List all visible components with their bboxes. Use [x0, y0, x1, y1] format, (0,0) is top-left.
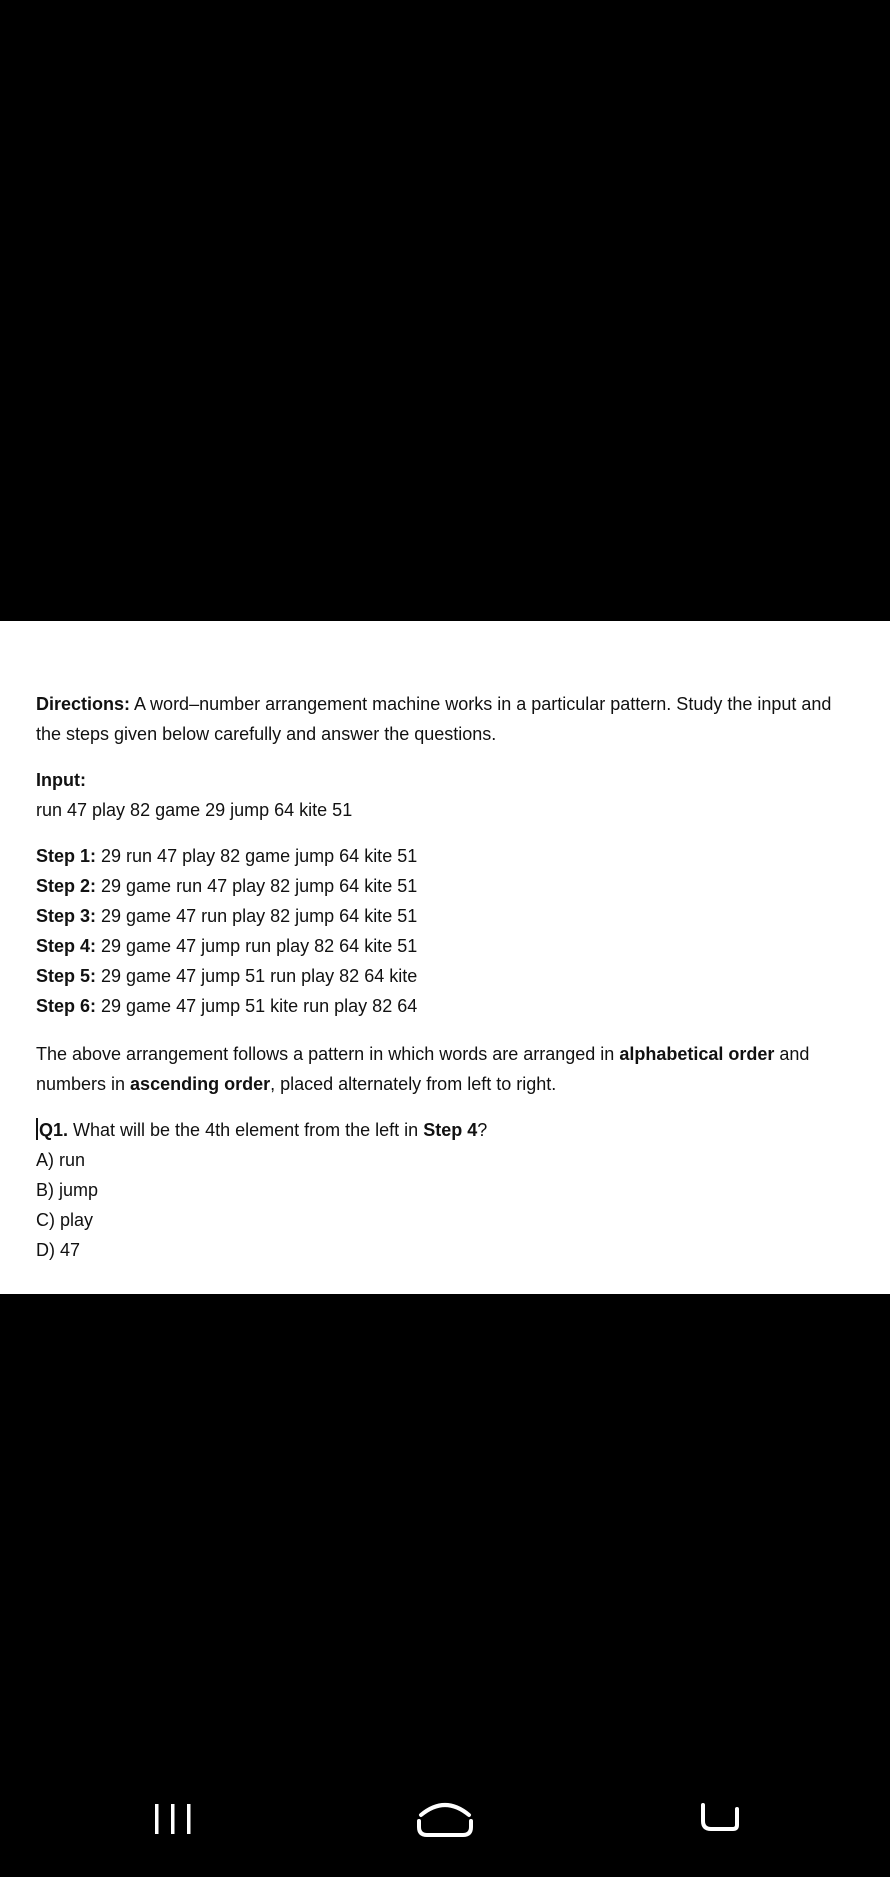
step-line [36, 871, 856, 901]
explanation-paragraph [36, 1039, 856, 1099]
option-b: B) jump [36, 1180, 99, 1200]
step-value: 29 game run 47 play 82 jump 64 kite 51 [96, 876, 418, 896]
recent-apps-button[interactable] [113, 1760, 233, 1877]
step-line [36, 901, 856, 931]
option-c: C) play [36, 1210, 94, 1230]
step-value: 29 game 47 run play 82 jump 64 kite 51 [96, 906, 418, 926]
step-line [36, 991, 856, 1021]
step-label: Step 1: [36, 846, 97, 866]
step-value: 29 game 47 jump 51 run play 82 64 kite [96, 966, 418, 986]
explanation-text: , placed alternately from left to right. [270, 1074, 557, 1094]
step-label: Step 4: [36, 936, 97, 956]
question-number: Q1. [39, 1120, 69, 1140]
directions-label: Directions: [36, 694, 131, 714]
back-icon [693, 1799, 743, 1839]
step-value: 29 game 47 jump 51 kite run play 82 64 [96, 996, 418, 1016]
step-line [36, 961, 856, 991]
explanation-bold: alphabetical order [619, 1044, 775, 1064]
question-bold: Step 4 [423, 1120, 478, 1140]
recent-apps-icon [151, 1799, 195, 1839]
question-line[interactable] [36, 1115, 856, 1145]
directions-paragraph [36, 689, 856, 749]
explanation-text: The above arrangement follows a pattern in which words are arranged in [36, 1044, 620, 1064]
step-value: 29 game 47 jump run play 82 64 kite 51 [96, 936, 418, 956]
document-content [36, 689, 856, 1265]
option-a: A) run [36, 1150, 86, 1170]
step-line [36, 841, 856, 871]
home-button[interactable] [385, 1760, 505, 1877]
navigation-bar [0, 1760, 890, 1877]
directions-text: A word–number arrangement machine works in a particular pattern. Study the input and the steps given below carefully and answer the questions. [36, 694, 832, 744]
back-button[interactable] [658, 1760, 778, 1877]
step-label: Step 5: [36, 966, 97, 986]
option-d: D) 47 [36, 1240, 81, 1260]
document-page [0, 621, 890, 1294]
step-line [36, 931, 856, 961]
question-text: What will be the 4th element from the left in [68, 1120, 424, 1140]
text-cursor [36, 1118, 38, 1140]
question-end: ? [477, 1120, 488, 1140]
step-label: Step 6: [36, 996, 97, 1016]
input-value: run 47 play 82 game 29 jump 64 kite 51 [36, 800, 353, 820]
home-icon [413, 1797, 477, 1841]
step-value: 29 run 47 play 82 game jump 64 kite 51 [96, 846, 418, 866]
step-label: Step 2: [36, 876, 97, 896]
step-label: Step 3: [36, 906, 97, 926]
input-label: Input: [36, 770, 86, 790]
explanation-bold: ascending order [130, 1074, 271, 1094]
explanation-text: and numbers in [36, 1044, 810, 1094]
